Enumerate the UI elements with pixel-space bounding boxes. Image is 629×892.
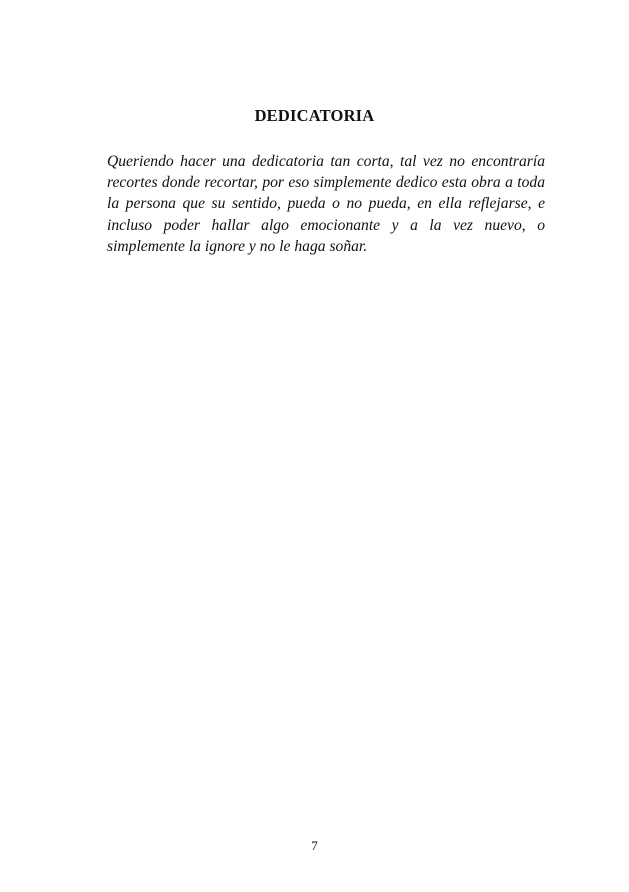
dedication-paragraph: Queriendo hacer una dedicatoria tan corta, tal vez no encontraría recortes donde recortar, por eso simplemente dedico esta obra a toda la persona que su sentido, pueda o no pueda, en ella reflejarse, e incluso poder hallar algo emocionante y a la vez nuevo, o simplemente la ignore y no le haga soñar. [107,153,545,255]
page-number: 7 [311,838,318,853]
page-title: DEDICATORIA [254,106,375,125]
